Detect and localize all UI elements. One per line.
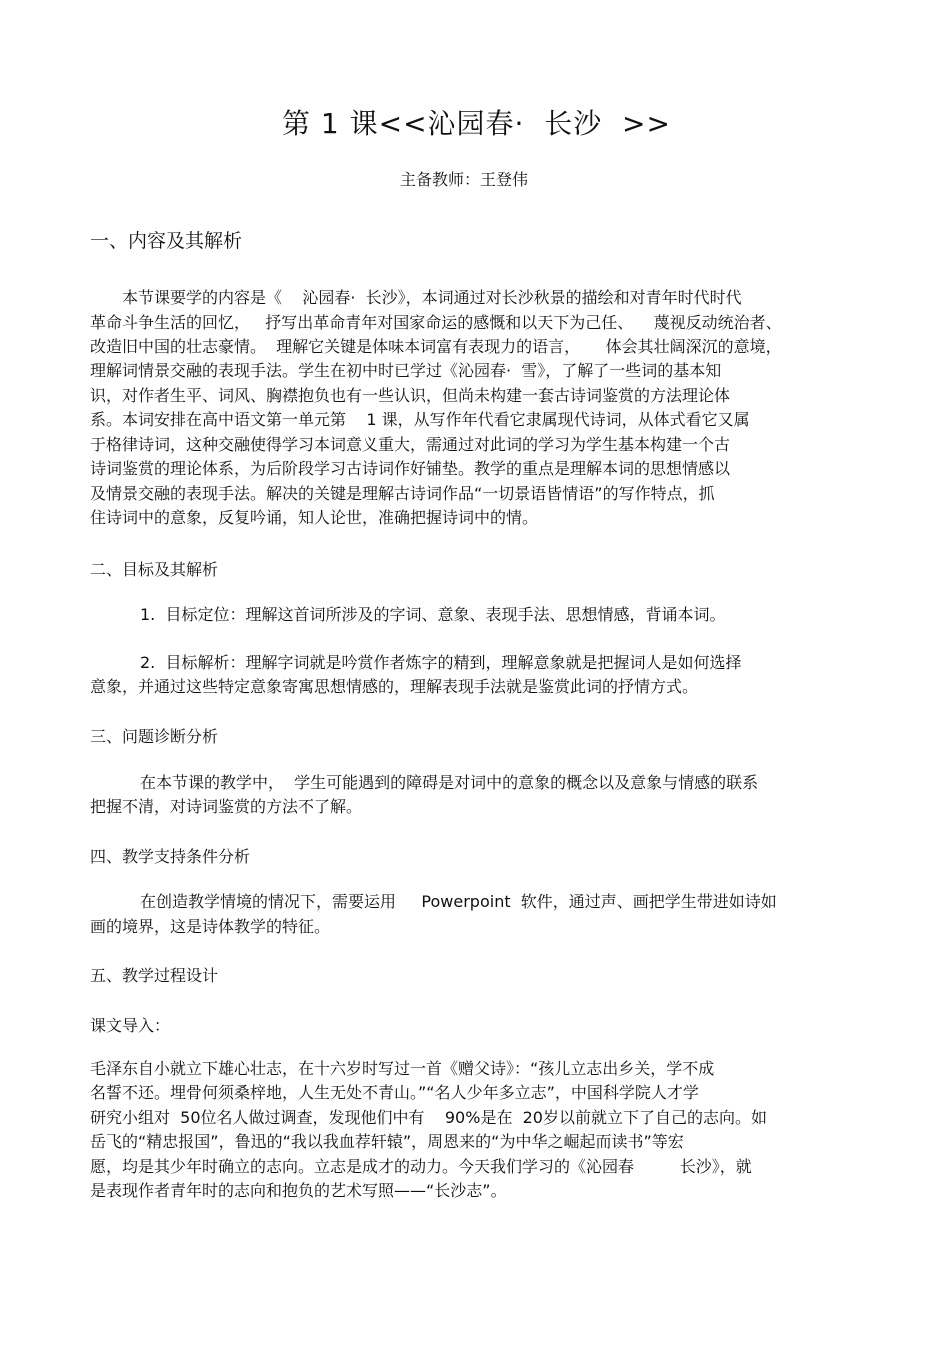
section-heading-diagnosis: 三、问题诊断分析 [90, 727, 219, 746]
paragraph-line: 革命斗争生活的回忆， 抒写出革命青年对国家命运的感慨和以天下为己任、 蔑视反动统治者、 [90, 313, 782, 332]
paragraph-line: 画的境界，这是诗体教学的特征。 [90, 917, 331, 936]
paragraph-line: 诗词鉴赏的理论体系，为后阶段学习古诗词作好铺垫。教学的重点是理解本词的思想情感以 [90, 459, 731, 478]
paragraph-line: 在创造教学情境的情况下，需要运用 Powerpoint 软件，通过声、画把学生带进如诗如 [140, 892, 777, 911]
paragraph-line: 愿，均是其少年时确立的志向。立志是成才的动力。今天我们学习的《沁园春 长沙》，就 [90, 1157, 752, 1176]
goal-item-1: 1. 目标定位：理解这首词所涉及的字词、意象、表现手法、思想情感，背诵本词。 [140, 605, 726, 624]
author-line: 主备教师：王登伟 [400, 170, 529, 189]
paragraph-line: 系。本词安排在高中语文第一单元第 1 课，从写作年代看它隶属现代诗词，从体式看它又属 [90, 410, 750, 429]
paragraph-line: 本节课要学的内容是《 沁园春· 长沙》，本词通过对长沙秋景的描绘和对青年时代时代 [122, 288, 742, 307]
section-heading-goals: 二、目标及其解析 [90, 560, 219, 579]
paragraph-line: 是表现作者青年时的志向和抱负的艺术写照——“长沙志”。 [90, 1181, 507, 1200]
document-title: 第 1 课<<沁园春· 长沙 >> [282, 107, 671, 140]
paragraph-line: 2. 目标解析：理解字词就是吟赏作者炼字的精到，理解意象就是把握词人是如何选择 [140, 653, 742, 672]
section-heading-content: 一、内容及其解析 [90, 230, 243, 252]
paragraph-line: 识，对作者生平、词风、胸襟抱负也有一些认识，但尚未构建一套古诗词鉴赏的方法理论体 [90, 386, 731, 405]
paragraph-line: 住诗词中的意象，反复吟诵，知人论世，准确把握诗词中的情。 [90, 508, 539, 527]
lesson-intro-heading: 课文导入： [90, 1016, 171, 1035]
paragraph-line: 意象，并通过这些特定意象寄寓思想情感的，理解表现手法就是鉴赏此词的抒情方式。 [90, 677, 699, 696]
paragraph-line: 名誓不还。埋骨何须桑梓地，人生无处不青山。”“名人少年多立志”，中国科学院人才学 [90, 1083, 699, 1102]
paragraph-line: 研究小组对 50位名人做过调查，发现他们中有 90%是在 20岁以前就立下了自己的志向。如 [90, 1108, 767, 1127]
paragraph-line: 及情景交融的表现手法。解决的关键是理解古诗词作品“一切景语皆情语”的写作特点，抓 [90, 484, 715, 503]
paragraph-line: 于格律诗词，这种交融使得学习本词意义重大，需通过对此词的学习为学生基本构建一个古 [90, 435, 731, 454]
section-heading-process: 五、教学过程设计 [90, 966, 219, 985]
paragraph-line: 把握不清，对诗词鉴赏的方法不了解。 [90, 797, 363, 816]
paragraph-line: 理解词情景交融的表现手法。学生在初中时已学过《沁园春· 雪》，了解了一些词的基本知 [90, 361, 722, 380]
paragraph-line: 岳飞的“精忠报国”，鲁迅的“我以我血荐轩辕”，周恩来的“为中华之崛起而读书”等宏 [90, 1132, 684, 1151]
section-heading-support: 四、教学支持条件分析 [90, 847, 251, 866]
paragraph-line: 毛泽东自小就立下雄心壮志，在十六岁时写过一首《赠父诗》：“孩儿立志出乡关，学不成 [90, 1059, 715, 1078]
paragraph-line: 改造旧中国的壮志豪情。 理解它关键是体味本词富有表现力的语言， 体会其壮阔深沉的意境， [90, 337, 782, 356]
paragraph-line: 在本节课的教学中， 学生可能遇到的障碍是对词中的意象的概念以及意象与情感的联系 [140, 773, 759, 792]
